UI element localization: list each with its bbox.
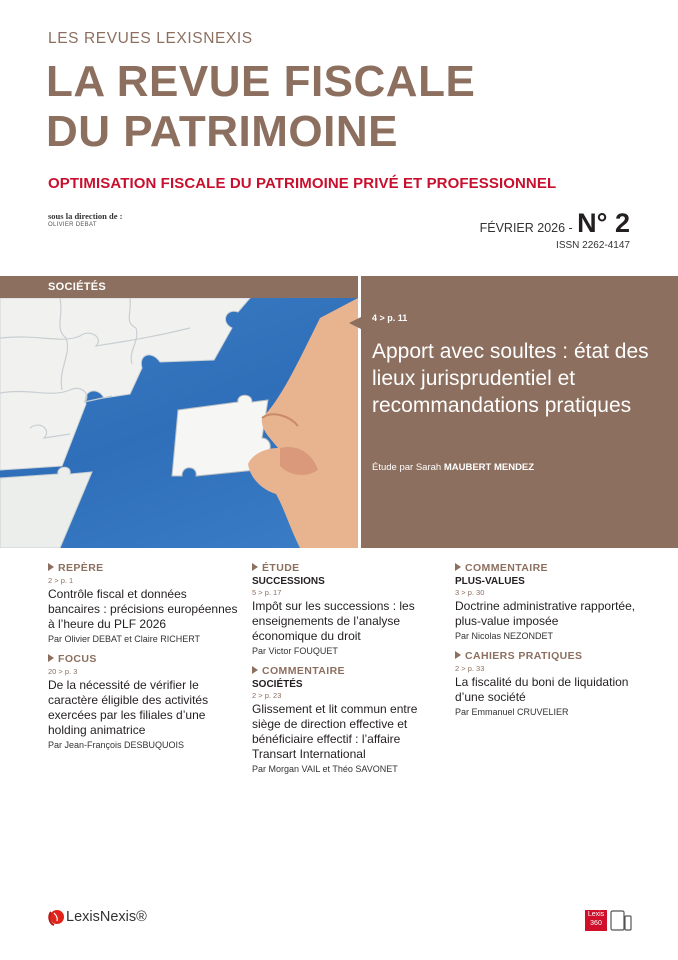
toc-entry[interactable] (48, 562, 238, 644)
toc-category: CAHIERS PRATIQUES (455, 650, 645, 662)
feature-page-ref: 4 > p. 11 (372, 313, 408, 323)
toc-article-title: Contrôle fiscal et données bancaires : précisions européennes à l’heure du PLF 2026 (48, 587, 238, 631)
toc-category: COMMENTAIRE (252, 665, 442, 677)
toc-page-ref: 3 > p. 30 (455, 588, 485, 597)
journal-subtitle: OPTIMISATION FISCALE DU PATRIMOINE PRIVÉ ET PROFESSIONNEL (48, 175, 557, 192)
feature-title[interactable]: Apport avec soultes : état des lieux jurisprudentiel et recommandations pratiques (372, 340, 649, 417)
toc-page-ref: 2 > p. 33 (455, 664, 485, 673)
lexis360-badge[interactable]: Lexis 360 (585, 910, 607, 931)
toc-article-title: Glissement et lit commun entre siège de direction effective et bénéficiaire effectif : l’affaire Transart International (252, 702, 418, 761)
toc-rubric: PLUS-VALUES (455, 576, 525, 587)
issn: ISSN 2262-4147 (556, 240, 630, 251)
triangle-bullet-icon (455, 651, 461, 659)
toc-author: Par Olivier DEBAT et Claire RICHERT (48, 634, 201, 644)
puzzle-photo (0, 298, 358, 548)
issue-number: N° 2 (577, 208, 630, 238)
toc-page-ref: 20 > p. 3 (48, 667, 78, 676)
toc-column-2 (252, 562, 442, 783)
feature-byline-prefix: Étude par Sarah (372, 462, 442, 473)
toc-entry[interactable] (455, 650, 645, 717)
triangle-bullet-icon (252, 666, 258, 674)
feature-byline (372, 462, 534, 473)
toc-entry[interactable] (48, 653, 238, 750)
journal-title-line-1: LA REVUE FISCALE (46, 57, 476, 106)
toc-entry[interactable] (252, 665, 442, 774)
issue-info (480, 208, 630, 239)
journal-title-line-2: DU PATRIMOINE (46, 107, 398, 156)
toc-column-1 (48, 562, 238, 759)
triangle-bullet-icon (48, 654, 54, 662)
toc-category: ÉTUDE (252, 562, 442, 574)
puzzle-image-icon (0, 298, 358, 548)
issue-date: FÉVRIER 2026 - (479, 221, 573, 235)
triangle-bullet-icon (48, 563, 54, 571)
toc-page-ref: 5 > p. 17 (252, 588, 282, 597)
toc-article-title: Impôt sur les successions : les enseignements de l’analyse économique du droit (252, 599, 415, 643)
feature-byline-author: MAUBERT MENDEZ (443, 462, 535, 473)
toc-category: FOCUS (48, 653, 238, 665)
toc-author: Par Nicolas NEZONDET (455, 631, 554, 641)
toc-entry[interactable] (252, 562, 442, 656)
toc-author: Par Victor FOUQUET (252, 646, 338, 656)
toc-author: Par Jean-François DESBUQUOIS (48, 740, 185, 750)
tablet-icon (610, 910, 632, 937)
toc-entry[interactable] (455, 562, 645, 641)
director-name: OLIVIER DEBAT (48, 222, 97, 228)
triangle-bullet-icon (455, 563, 461, 571)
triangle-bullet-icon (252, 563, 258, 571)
section-label: SOCIÉTÉS (48, 281, 107, 293)
toc-page-ref: 2 > p. 23 (252, 691, 282, 700)
direction-label: sous la direction de : (48, 211, 123, 221)
toc-page-ref: 2 > p. 1 (48, 576, 74, 585)
toc-author: Par Emmanuel CRUVELIER (455, 707, 569, 717)
toc-category: REPÈRE (48, 562, 238, 574)
toc-rubric: SOCIÉTÉS (252, 679, 303, 690)
lexisnexis-logo-icon (48, 906, 64, 933)
toc-author: Par Morgan VAIL et Théo SAVONET (252, 764, 398, 774)
toc-article-title: De la nécessité de vérifier le caractère éligible des activités exercées par les filiales d’une holding animatrice (48, 678, 209, 737)
toc-category: COMMENTAIRE (455, 562, 645, 574)
lexisnexis-wordmark: LexisNexis® (66, 909, 147, 925)
toc-rubric: SUCCESSIONS (252, 576, 325, 587)
brand-line: LES REVUES LEXISNEXIS (48, 30, 253, 47)
toc-column-3 (455, 562, 645, 726)
phone-icon (625, 916, 631, 930)
toc-article-title: Doctrine administrative rapportée, plus-value imposée (455, 599, 636, 628)
toc-article-title: La fiscalité du boni de liquidation d’une société (455, 675, 629, 704)
feature-pointer (349, 317, 361, 329)
